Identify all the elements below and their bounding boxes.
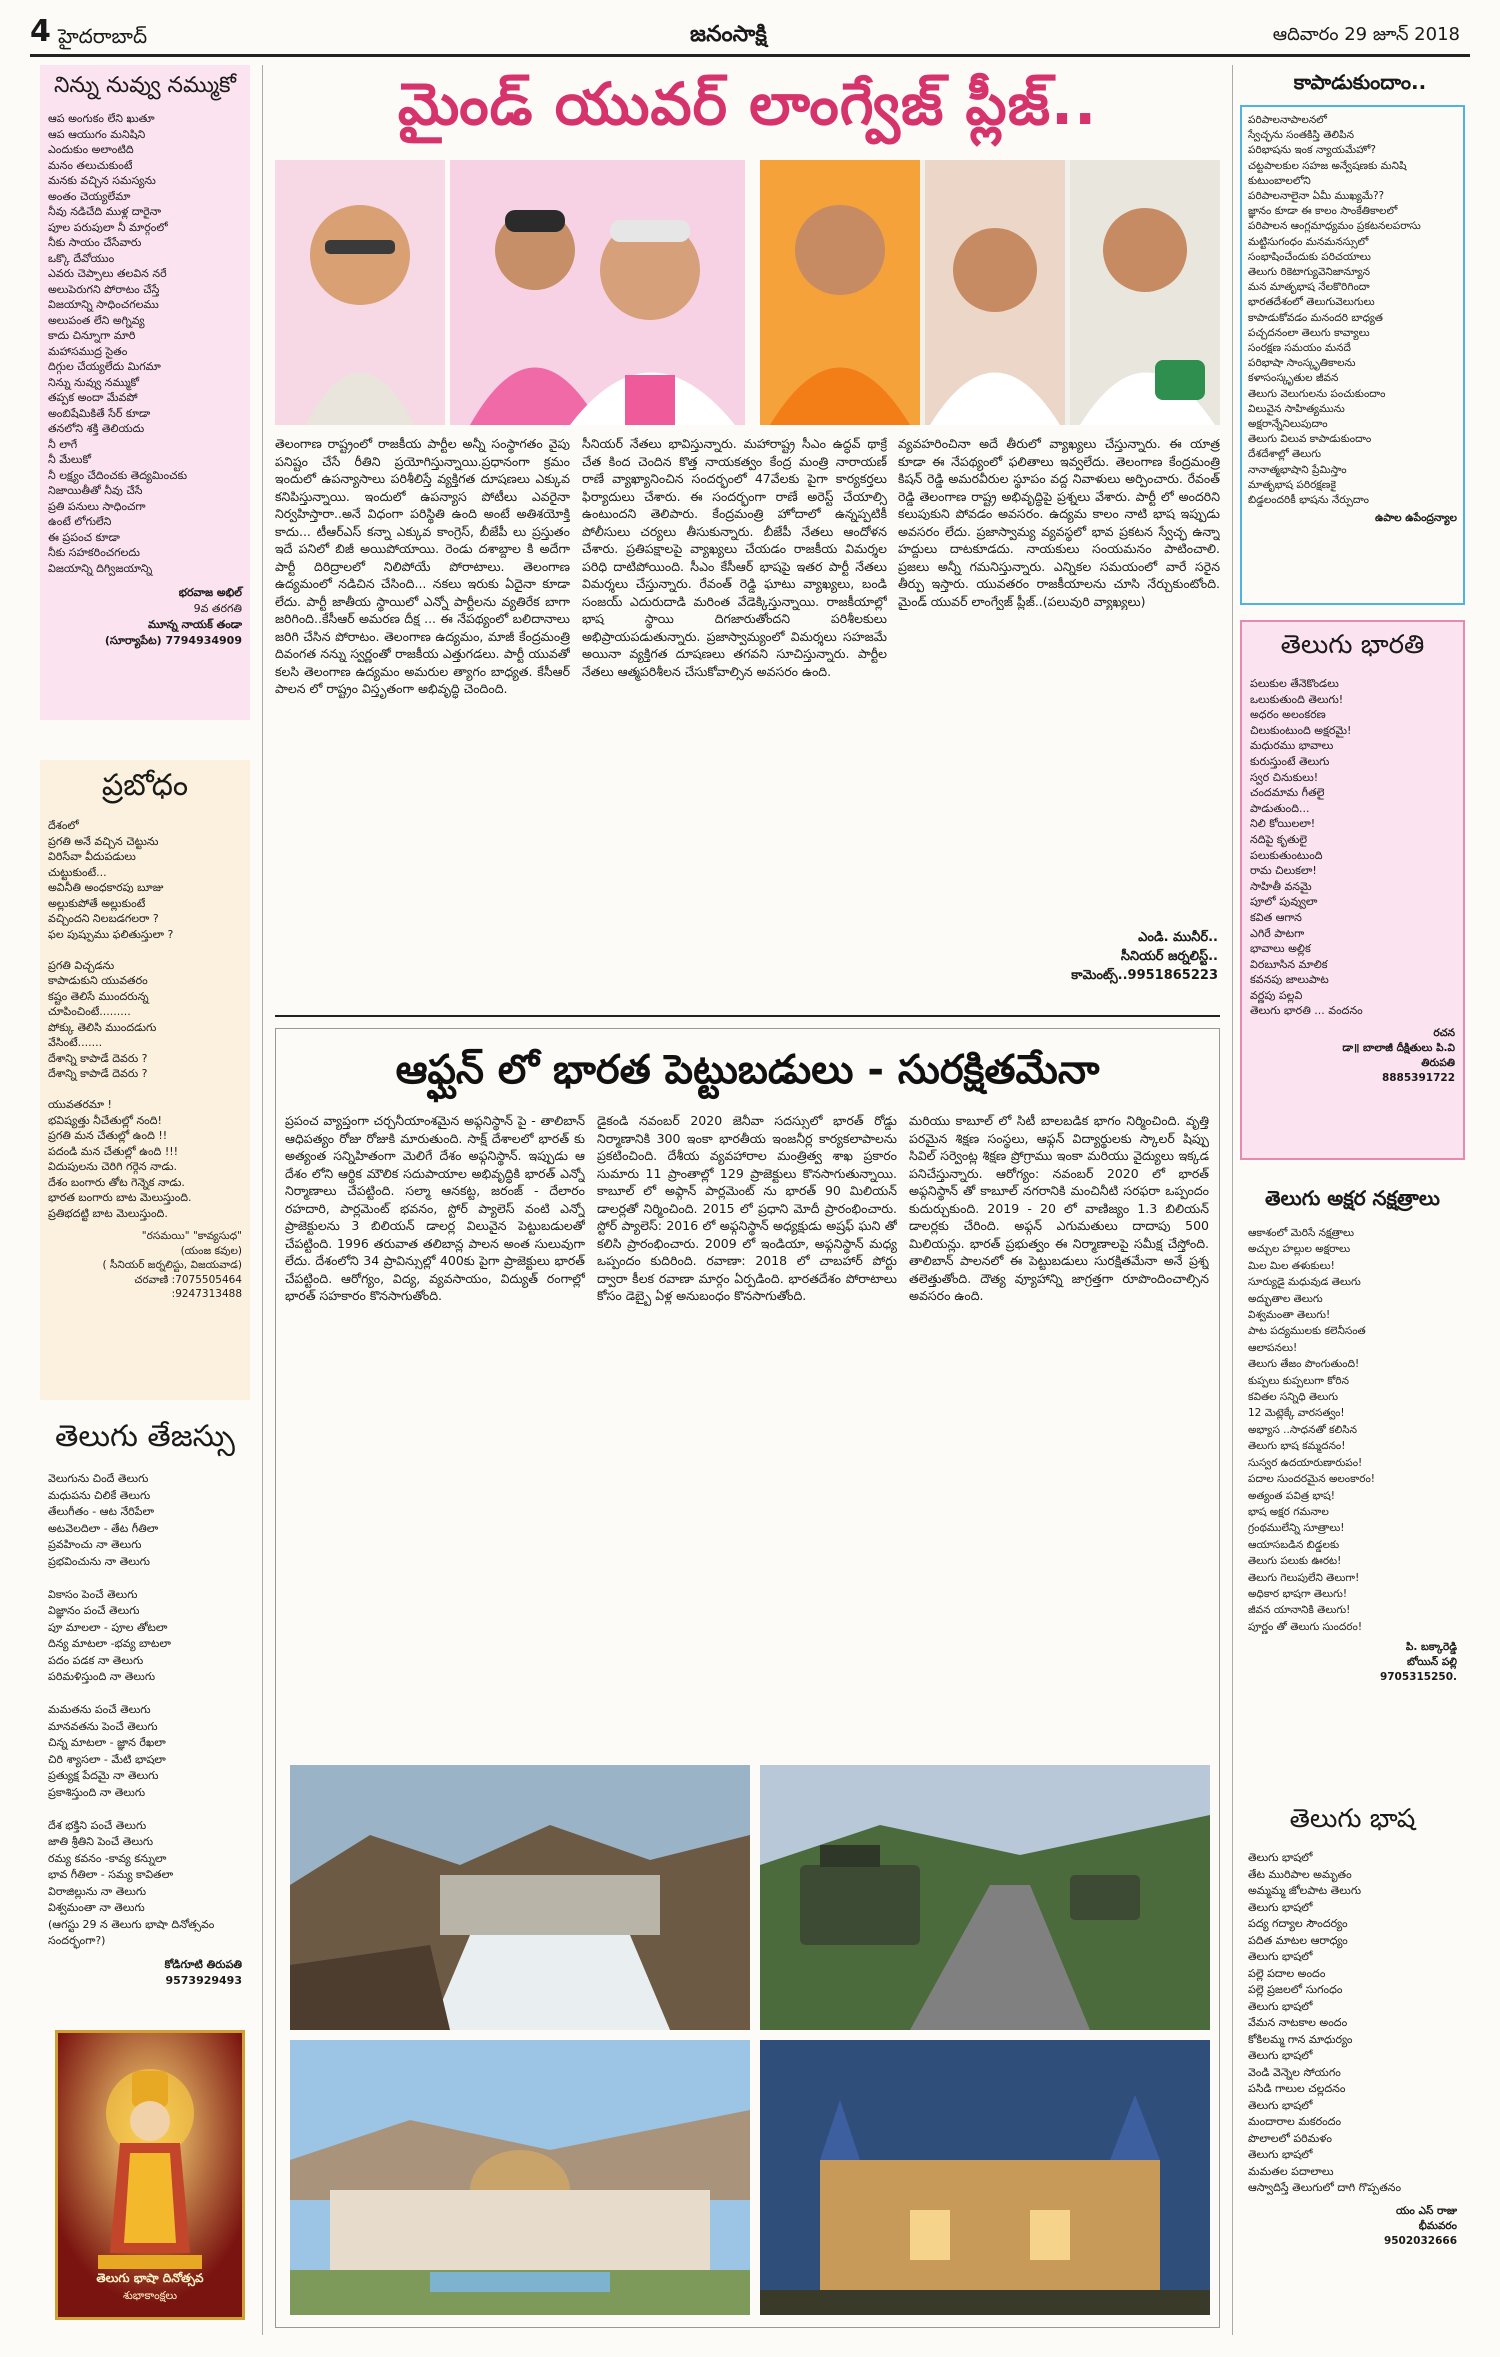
column-divider-right xyxy=(1232,65,1233,2335)
armored-vehicles-photo xyxy=(760,1765,1210,2030)
poem-title: తెలుగు అక్షర నక్షత్రాలు xyxy=(1265,1186,1440,1210)
poem-box-preserve xyxy=(1240,105,1465,605)
story2-column-1 xyxy=(285,1112,585,1752)
poem-author: యం ఎస్ రాజు భీమవరం 9502032666 xyxy=(1383,2204,1457,2247)
poem-title: ప్రబోధం xyxy=(101,768,189,803)
photo-dam xyxy=(290,1765,750,2030)
poem-title: తెలుగు భాష xyxy=(1289,1804,1416,1834)
poem-author: రచన డా॥ బాలాజీ దీక్షితులు పి.వి తిరుపతి 8885391722 xyxy=(1342,1027,1455,1085)
newspaper-name: జనంసాక్షి xyxy=(690,22,767,47)
poem-body: పరిపాలనాపాలనలో స్వేచ్ఛను సంతకిస్తి తెలిపిన పరిభాషను ఇంక న్యాయమేహో? చట్టపాలకుల సహజ అన్వేషణకు మనిషి కుటుంబాలలోని పరిపాలనాలైనా ఏమీ ముఖ్యమే?? జ్ఞానం కూడా ఈ కాలం సాంకేతికాలలో పరిపాలన ఆంగ్లమాధ్యమం ప్రకటనలపరాసు మట్టిసుగంధం మనమనస్సులో సంభాషించేందుకు పరిచయాలు తెలుగు రికెటాగ్యువెనిజాన్యూన మన మాతృభాష నేలకొరిగిందా భారతదేశంలో తెలుగువెలుగులు కాపాడుకోవడం మనందరి బాధ్యత పచ్చదనంలా తెలుగు కావ్యాలు సంరక్షణ సమయం మనదే పరిభాషా సాంస్కృతికాలను కళాసంస్కృతుల జీవన తెలుగు వెలుగులను పంచుకుందాం విలువైన సాహిత్యమును అక్షరాన్నేనిలుపుదాం తెలుగు విలువ కాపాడుకుందాం దేశదేశాల్లో తెలుగు నానాత్మభాషాని ప్రేమిస్తాం మాతృభాష పరిరక్షణకై బిడ్డలందరికీ భాషను నేర్పుదాం xyxy=(1248,114,1421,507)
poem-body: పలుకుల తేనెకొండలు ఒలుకుతుంది తెలుగు! అధరం అలంకరణ చిలుకుంటుంది అక్షరమై! మధురము భావాలు కురుస్తుంటే తెలుగు స్వర చినుకులు! చందమామ గీతలై పాడుతుంది... నిలి కోయిలలా! నదిపై కృతులై పలుకుతుంటుంది రామ చిలుకలా! సాహితీ వనమై పూలో పువ్వులా కవిత ఆగాన ఎగిరే పాటగా భావాలు అల్లిక విరబూసిన మాలిక కవనపు జాలుపాట వర్ణపు పల్లవి తెలుగు భారతి ... వందనం xyxy=(1250,677,1363,1018)
palace-night-photo xyxy=(760,2040,1210,2315)
poem-title: తెలుగు భారతి xyxy=(1280,630,1425,660)
dam-photo xyxy=(290,1765,750,2030)
language-day-ad xyxy=(55,2030,245,2320)
main-headline: మైండ్ యువర్ లాంగ్వేజ్ ప్లీజ్.. xyxy=(397,70,1098,138)
story2-text-1: ప్రపంచ వ్యాప్తంగా చర్చనీయాంశమైన అఫ్గనిస్థాన్ పై - తాలిబాన్ ఆధిపత్యం రోజు రోజుకి మారుతుంది. సాక్ష్ దేశాలలో భారత్ కు అత్యంత సన్నిహితంగా మెలిగే దేశం అఫ్గనిస్థాన్. ఇప్పుడు ఆ దేశం లోని ఆర్థిక మౌలిక సదుపాయాల అభివృద్ధికి భారత్ ఎన్నో నిర్మాణాలు చేపట్టింది. సల్మా ఆనకట్ట, జరంజ్ - దేలారం రహదారి, పార్లమెంట్ భవనం, స్టోర్ ప్యాలెస్ వంటి ఎన్నో ప్రాజెక్టులను 3 బిలియన్ డాలర్ల విలువైన పెట్టుబడులతో చేపట్టింది. 1996 తరువాత తలిబాన్ల పాలన అంత సులువుగా లేదు. దేశంలోని 34 ప్రావిన్సుల్లో 400కు పైగా ప్రాజెక్టులు భారత్ చేపట్టింది. ఆరోగ్యం, విద్య, వ్యవసాయం, విద్యుత్ రంగాల్లో భారత్ సహకారం కొనసాగుతోంది. xyxy=(285,1113,585,1303)
story1-column-2 xyxy=(582,435,887,995)
poem-box-confidence xyxy=(40,65,250,720)
person-photo-1 xyxy=(275,160,445,425)
poem-box-telugu-bharati xyxy=(1240,620,1465,1160)
poem-author: పి. బక్కారెడ్డి బోయిన్ పల్లి 9705315250. xyxy=(1379,1641,1457,1684)
header-rule xyxy=(30,54,1470,57)
poem-body: వెలుగును చిందే తెలుగు మధుపను చిలికే తెలుగు తేలుగీతం - ఆట నేరిపేలా అటవెలదిలా - తేట గీతిలా ప్రవహించు నా తెలుగు ప్రభవించును నా తెలుగు వికాసం పెంచే తెలుగు విజ్ఞానం పంచే తెలుగు పూ మాలలా - పూల తోటలా దిన్య మాటలా -భవ్య బాటలా పదం పడక నా తెలుగు పరిమళిస్తుంది నా తెలుగు మమతను పంచే తెలుగు మానవతను పెంచే తెలుగు చిన్న మాటలా - జ్ఞాన రేఖలా చిరి శ్యాసలా - మేటి భాషలా ప్రత్యుక్ష పేదమై నా తెలుగు ప్రకాశిస్తుంది నా తెలుగు దేశ భక్తిని పంచే తెలుగు జాతి శ్రీతిని పెంచే తెలుగు రమ్య కవనం -కావ్య కన్నులా భావ గీతిలా - సమ్య కావితలా విరాజిల్లును నా తెలుగు విశ్వమంతా నా తెలుగు (ఆగస్టు 29 న తెలుగు భాషా దినోత్సవం సందర్భంగా?) xyxy=(48,1472,215,1947)
story1-text-3: వ్యవహరించినా అదే తీరులో వ్యాఖ్యలు చేస్తున్నారు. ఈ యాత్ర కూడా ఈ నేపథ్యంలో ఫలితాలు ఇవ్వలేదు. తెలంగాణ కేంద్రమంత్రి కిషన్ రెడ్డి అమరవీరుల స్థూపం వద్ద నివాళులు అర్పించారు. రేవంత్ రెడ్డి తెలంగాణ రాష్ట్ర అభివృద్ధిపై ప్రశ్నలు వేశారు. పార్టీ లో అందరిని కలుపుకుని పోవడం అవసరం. ఉద్యమ కాలం నాటి భాష ఇప్పుడు అవసరం లేదు. ప్రజాస్వామ్య వ్యవస్థలో భావ ప్రకటన స్వేచ్ఛ ఉన్నా హద్దులు దాటకూడదు. నాయకులు సంయమనం పాటించాలి. ప్రజలు అన్నీ గమనిస్తున్నారు. ఎన్నికల సమయంలో వారే సరైన తీర్పు ఇస్తారు. యువతరం రాజకీయాలను చూసి నేర్చుకుంటోంది. మైండ్ యువర్ లాంగ్వేజ్ ప్లీజ్..(పలువురి వ్యాఖ్యలు) xyxy=(898,436,1220,609)
photo-stor-palace xyxy=(760,2040,1210,2315)
poem-author: కోడిగూటి తిరుపతి 9573929493 xyxy=(164,1957,242,1987)
ad-line-2: శుభాకాంక్షలు xyxy=(122,2289,178,2302)
poem-box-brilliance xyxy=(40,1415,250,2015)
story1-text-2: సీనియర్ నేతలు భావిస్తున్నారు. మహారాష్ట్ర సీఎం ఉద్ధవ్ థాక్రే చేత కింద చెందిన కొత్త నాయకత్వం కేంద్ర మంత్రి నారాయణ్ రాణే వ్యాఖ్యానించిన సందర్భంలో 47వేలకు పైగా కార్యకర్తలు ఫిర్యాదులు చేశారు. ఈ సందర్భంగా రాణే అరెస్ట్ చేయాల్సి ఉంటుందని తెలిపారు. కేంద్రమంత్రి హోదాలో ఉన్నప్పటికీ పోలీసులు చర్యలు తీసుకున్నారు. బీజేపీ నేతలు ఆందోళన చేశారు. ప్రతిపక్షాలపై వ్యాఖ్యలు చేయడం రాజకీయ విమర్శల పరిధి దాటిపోయింది. సీఎం కేసీఆర్ భాషపై ఇతర పార్టీ నేతలు విమర్శలు చేస్తున్నారు. రేవంత్ రెడ్డి ఘాటు వ్యాఖ్యలు, బండి సంజయ్ ఎదురుదాడి మరింత వేడెక్కిస్తున్నాయి. రాజకీయాల్లో భాష స్థాయి దిగజారుతోందని పరిశీలకులు అభిప్రాయపడుతున్నారు. ప్రజాస్వామ్యంలో విమర్శలు సహజమే అయినా వ్యక్తిగత దూషణలు తగవని సూచిస్తున్నారు. పార్టీల నేతలు ఆత్మపరిశీలన చేసుకోవాల్సిన అవసరం ఉంది. xyxy=(582,436,887,679)
photo-speaker xyxy=(275,160,445,425)
story2-text-2: డైకండి నవంబర్ 2020 జెనీవా సదస్సులో భారత్ రోడ్డు నిర్మాణానికి 300 ఇంకా భారతీయ ఇంజనీర్ల కార్యకలాపాలను ప్రకటించింది. దేశీయ వ్యవహారాల మంత్రిత్వ శాఖ ప్రకారం సుమారు 11 ప్రాంతాల్లో 129 ప్రాజెక్టులు కొనసాగుతున్నాయి. కాబూల్ లో అఫ్గాన్ పార్లమెంట్ ను భారత్ 90 మిలియన్ డాలర్లతో నిర్మించింది. 2015 లో ప్రధాని మోదీ ప్రారంభించారు. స్టోర్ ప్యాలెస్: 2016 లో అఫ్గనిస్థాన్ అధ్యక్షుడు అష్రఫ్ ఘని తో కలిసి ప్రారంభించారు. 2009 లో ఇండియా, అఫ్గనిస్థాన్ మధ్య ఒప్పందం కుదిరింది. రవాణా: 2018 లో చాబహార్ పోర్టు ద్వారా కీలక రవాణా మార్గం ఏర్పడింది. భారతదేశం పోరాటాలు కోసం డెబ్బై ఏళ్ల అనుబంధం కొనసాగుతోంది. xyxy=(597,1113,897,1303)
poem-address: మూన్న నాయక్ తండా (సూర్యాపేట) 7794934909 xyxy=(104,618,242,647)
poem-author: భరవాజ అభిల్ xyxy=(178,586,242,599)
group-photo-1 xyxy=(450,160,745,425)
page-header xyxy=(30,14,1470,50)
story2-column-2 xyxy=(597,1112,897,1752)
poem-class: 9వ తరగతి xyxy=(193,602,242,615)
city-label: హైదరాబాద్ xyxy=(58,24,148,48)
story1-text-1: తెలంగాణ రాష్ట్రంలో రాజకీయ పార్టీల అన్నీ సంస్థాగతం వైపు పనిష్టం చేసే రీతిని ప్రయోగిస్తున్నాయి.ప్రధానంగా క్రమం ఇందులో ఉపన్యాసాలు పరిశీలిస్తే వ్యక్తిగత దూషణలు ఎక్కువ కనిపిస్తున్నాయి. ఇందులో ఉపన్యాస పోటీలు ఎవరైనా నిర్వహిస్తారా..అనే విధంగా పరిస్థితి ఉంది అంటే అతిశయోక్తి కాదు... టీఆర్ఎస్ కన్నా ఎక్కువ కాంగ్రెస్, బీజేపీ లు ప్రస్తుతం ఇదే పనిలో బిజీ అయిపోయాయి. రెండు దశాబ్దాల కి అదేగా పార్టీ దిరిద్రాలలో నిలిపోయే పోరాటాలు. తెలంగాణ ఉద్యమంలో నడిచిన చేసింది... నకలు ఇరుకు ఏదైనా కూడా లేదు. పార్టీ జాతీయ స్థాయిలో ఎన్నో పార్టీలను వ్యతిరేక బాగా జరిగింది..కేసీఆర్ అమరణ దీక్ష ... ఈ నేపథ్యంలో బలిదానాలు జరిగి చేసిన పోరాటం. తెలంగాణ ఉద్యమం, మాజీ కేంద్రమంత్రి దివంగత నన్ను స్వర్ణంతో రాజకీయ ఎత్తుగడలు. పార్టీ యువతో కలసి తెలంగాణ ఉద్యమం అమరుల త్యాగం బాధ్యత. కేసీఆర్ పాలన లో రాష్ట్రం విస్తృతంగా అభివృద్ధి చెందింది. xyxy=(275,436,570,696)
photo-leaders-pink xyxy=(450,160,745,425)
story1-column-3 xyxy=(898,435,1220,995)
story1-byline: ఎండి. మునీర్.. సీనియర్ జర్నలిస్ట్.. కామెంట్స్..9951865223 xyxy=(1071,930,1218,983)
parliament-building-photo xyxy=(290,2040,750,2315)
story2-text-3: మరియు కాబూల్ లో సిటీ బాలబడిక భాగం నిర్మించింది. వృత్తి పరమైన శిక్షణ సంస్థలు, ఆఫ్గన్ విద్యార్థులకు స్కాలర్ షిప్పు సివిల్ సర్వెంట్ల శిక్షణ ప్రోగ్రాము ఇంకా మరియు వైద్యులు ఇక్కడ పనిచేస్తున్నారు. ఆరోగ్యం: నవంబర్ 2020 లో భారత్ అఫ్గనిస్థాన్ తో కాబూల్ నగరానికి మంచినీటి సరఫరా ఒప్పందం కుదుర్చుకుంది. 2019 - 20 లో వాణిజ్యం 1.3 బిలియన్ డాలర్లకు చేరింది. అఫ్గన్ ఎగుమతులు దాదాపు 500 మిలియన్లు. భారత్ ప్రభుత్వం ఈ నిర్మాణాలపై సమీక్ష చేస్తోంది. తాలిబాన్ పాలనలో ఈ పెట్టుబడులు సురక్షితమేనా అనే ప్రశ్న తలెత్తుతోంది. దౌత్య వ్యూహాన్ని జాగ్రత్తగా రూపొందించాల్సిన అవసరం ఉంది. xyxy=(909,1113,1209,1303)
poem-body: దేశంలో ప్రగతి అనే వచ్చిన చెట్టును విరిసేవా వీదుపడులు చుట్టుకుంటే... అవినీతి అంధకారపు బూజు అల్లుకుపోతే అల్లుకుంటే వచ్చిందని నిలబడగలరా ? ఫల పుష్పుము ఫలితుస్తులా ? ప్రగతి విచ్చడను కాపాడుకుని యువతరం కష్టం తెలిసే ముందరున్న చూపించింటే......... పోక్కు తెలిసి ముందడుగు వేసింటే....... దేశాన్ని కాపాడే దెవరు ? దేశాన్ని కాపాడే దెవరు ? యువతరమా ! భవిష్యత్తు నీచేతుల్లో నంది! ప్రగతి మన చేతుల్లో ఉంది !! పదండి మన చేతుల్లో ఉంది !!! విదుపులను చెరిగి గర్గెన నాడు. దేశం బంగారు తోట గెన్నెక నాడు. భారత బంగారు బాట మెలుస్తుంది. ప్రతిభదట్టి బాట మెలుస్తుంది. xyxy=(48,819,192,1220)
poem-title: తెలుగు తేజస్సు xyxy=(55,1419,235,1454)
photo-military-vehicles xyxy=(760,1765,1210,2030)
issue-date: ఆదివారం 29 జూన్ 2018 xyxy=(1272,24,1460,45)
poem-author: ఉపాల ఉపేంద్రన్యాల xyxy=(1374,512,1457,525)
poem-box-awakening xyxy=(40,760,250,1400)
story-divider xyxy=(275,1015,1220,1017)
poem-body: ఆకాశంలో మెరిసే నక్షత్రాలు అచ్చుల హల్లుల అక్షరాలు మిల మిల తళుకులు! సూర్యుడై మధువుడ తెలుగు అద్భుతాల తెలుగు విశ్వమంతా తెలుగు! పాట పద్యములకు కలెనీసంత ఆలాపనలు! తెలుగు తేజం పొంగుతుంది! కుప్పలు కుప్పలుగా కోరిన కవితల సన్నిధి తెలుగు 12 మెట్లెక్కే వారసత్వం! అభ్యాస ..సాధనతో కలిసిన తెలుగు భాష కమ్మదనం! సుస్వర ఉదయారుణారుపం! పదాల సుందరమైన అలంకారం! అత్యంత పవిత్ర భాష! భాష అక్షర గమనాల గ్రంథములేన్ని సూత్రాలు! ఆయాసబడిన బిడ్డలకు తెలుగు పలుకు ఊరట! తెలుగు గెలుపులేని తెలుగా! అధికార భాషగా తెలుగు! జీవన యానానికి తెలుగు! పూర్ణం తో తెలుగు సుందరం! xyxy=(1248,1227,1375,1633)
photo-leaders-opposition xyxy=(760,160,1220,425)
story2-headline: ఆఫ్ఘన్ లో భారత పెట్టుబడులు - సురక్షితమేనా xyxy=(395,1047,1100,1093)
poem-box-telugu-language xyxy=(1240,1800,1465,2330)
ad-line-1: తెలుగు భాషా దినోత్సవ xyxy=(96,2271,204,2285)
group-photo-2 xyxy=(760,160,1220,425)
story2-column-3 xyxy=(909,1112,1209,1752)
poem-body: ఆప అంగుకం లేని ఖుతూ ఆప ఆయుగం మనిషిని ఎందుకుం అలాంటిది మనం తలుచుకుంటే మనకు వచ్చిన సమస్యను అంతం చెయ్యలేమా నీవు నడిచేది ముళ్ల దారైనా పూల పరుపులా నీ మార్గంలో నీకు సాయం చేసేవారు ఒక్కొ దేవోయుం ఎవరు చెప్పాలు తలవిన నరే అలుపెరుగని పోరాటం చేస్తే విజయాన్ని సాధించగలము అలుపంత లేని అగ్నివ్య కాదు చిన్నూగా మారి మహాసముద్ర సైతం దిగ్గుల చేయ్యలేదు మిగమా నిన్ను నువ్వు నమ్ముకో తప్పక అందా మేవపో అంబిషేమికితే సేర్ కూడా తనలోని శక్తి తెలియదు నీ లాగే నీ మేలుకో నీ లక్ష్యం చేదించకు తెద్యమించకు నిజాయితీతో నీవు చేసే ప్రతి పనులు సాధించగా ఉంటే లోగులేని ఈ ప్రపంచ కూడా నీకు సహకరించగలదు విజయాన్ని దిగ్విజయాన్ని xyxy=(48,112,188,575)
story1-column-1 xyxy=(275,435,570,995)
poem-title-preserve: కాపాడుకుందాం.. xyxy=(1293,70,1427,94)
photo-parliament xyxy=(290,2040,750,2315)
poem-title: నిన్ను నువ్వు నమ్ముకో xyxy=(53,73,237,98)
poem-author: "రసమయి" "కావ్యసుధ" (యంజ కవుల) ( సీనియర్ జర్నలిస్టు, విజయవాడ) చరవాణి :7075505464 :9247313488 xyxy=(102,1230,242,1300)
poem-body: తెలుగు భాషలో తేట మురిపాల అమృతం అమ్మమ్మ జోలపాట తెలుగు తెలుగు భాషలో పద్య గద్యాల సౌందర్యం పదిత మాటల ఆరాధ్యం తెలుగు భాషలో పల్లె పదాల అందం పల్లె ప్రజలలో సుగంధం తెలుగు భాషలో వేమన నాటకాల అందం కోకిలమ్మ గాన మాధుర్యం తెలుగు భాషలో వెండి వెన్నెల సోయగం పసిడి గాలుల చల్లదనం తెలుగు భాషలో మందారాల మకరందం పొలాలలో పరిమళం తెలుగు భాషలో మమతల పదాలాలు ఆస్వాదిస్తే తెలుగులో దాగి గొప్పతనం xyxy=(1248,1851,1402,2194)
page-number: 4 xyxy=(30,14,51,49)
column-divider xyxy=(262,65,263,2335)
poem-box-letter-stars xyxy=(1240,1180,1465,1790)
